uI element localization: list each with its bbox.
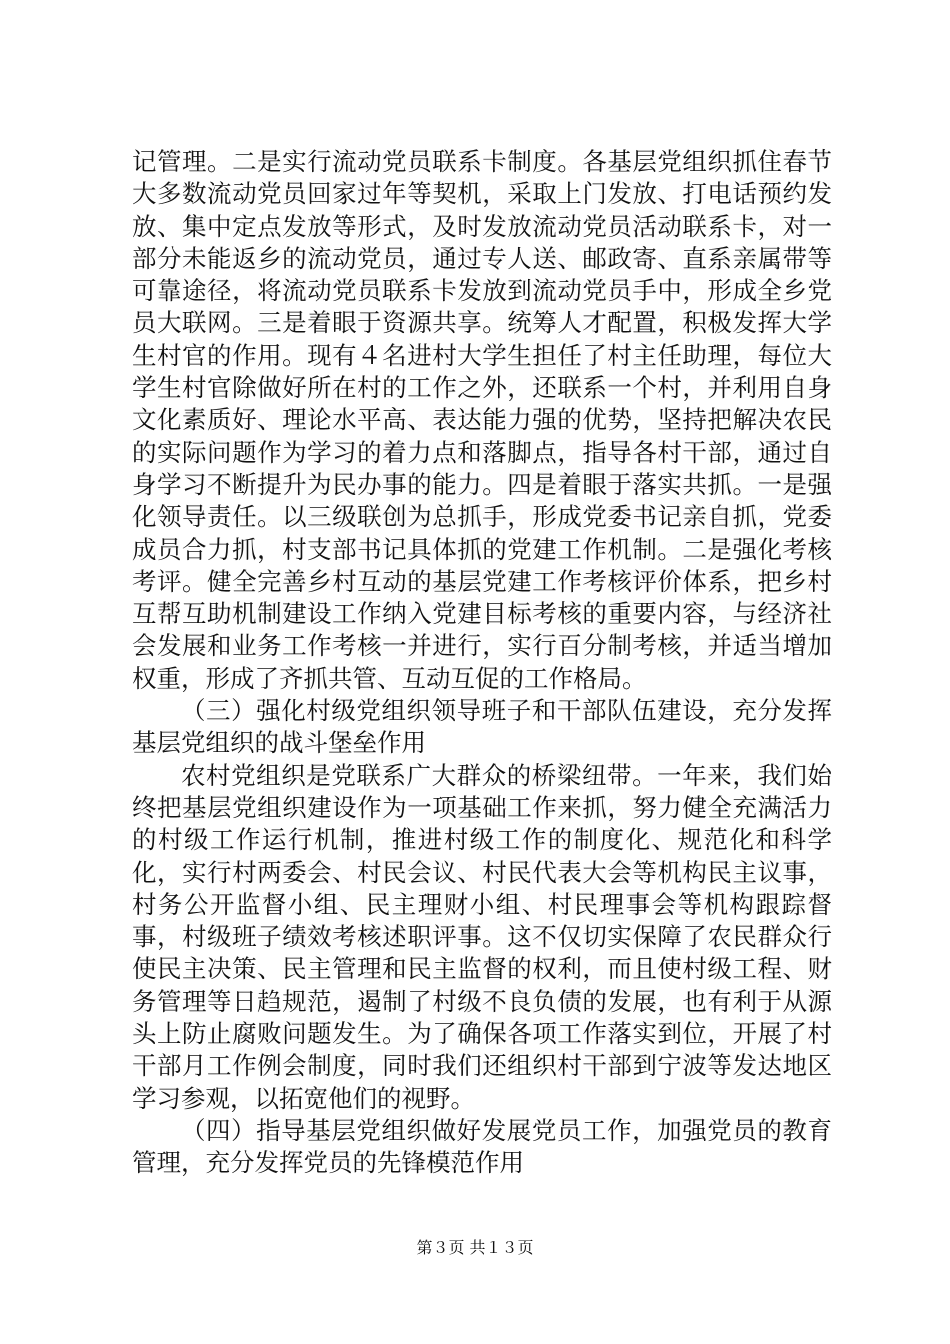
paragraph-continued: 记管理。二是实行流动党员联系卡制度。各基层党组织抓住春节大多数流动党员回家过年等契机，采取上门发放、打电话预约发放、集中定点发放等形式，及时发放流动党员活动联系卡，对一部分未能返乡的流动党员，通过专人送、邮政寄、直系亲属带等可靠途径，将流动党员联系卡发放到流动党员手中，形成全乡党员大联网。三是着眼于资源共享。统筹人才配置，积极发挥大学生村官的作用。现有４名进村大学生担任了村主任助理，每位大学生村官除做好所在村的工作之外，还联系一个村，并利用自身文化素质好、理论水平高、表达能力强的优势，坚持把解决农民的实际问题作为学习的着力点和落脚点，指导各村干部，通过自身学习不断提升为民办事的能力。四是着眼于落实共抓。一是强化领导责任。以三级联创为总抓手，形成党委书记亲自抓，党委成员合力抓，村支部书记具体抓的党建工作机制。二是强化考核考评。健全完善乡村互动的基层党建工作考核评价体系，把乡村互帮互助机制建设工作纳入党建目标考核的重要内容，与经济社会发展和业务工作考核一并进行，实行百分制考核，并适当增加权重，形成了齐抓共管、互动互促的工作格局。 (132, 147, 832, 693)
document-body (132, 146, 832, 1180)
page-footer: 第３页 共１３页 (416, 1238, 534, 1257)
section-heading-three: （三）强化村级党组织领导班子和干部队伍建设，充分发挥基层党组织的战斗堡垒作用 (132, 696, 832, 758)
section-heading-four: （四）指导基层党组织做好发展党员工作，加强党员的教育管理，充分发挥党员的先锋模范作用 (132, 1115, 832, 1178)
paragraph-rural-party-organization: 农村党组织是党联系广大群众的桥梁纽带。一年来，我们始终把基层党组织建设作为一项基础工作来抓，努力健全充满活力的村级工作运行机制，推进村级工作的制度化、规范化和科学化，实行村两委会、村民会议、村民代表大会等机构民主议事，村务公开监督小组、民主理财小组、村民理事会等机构跟踪督事，村级班子绩效考核述职评事。这不仅切实保障了农民群众行使民主决策、民主管理和民主监督的权利，而且使村级工程、财务管理等日趋规范，遏制了村级不良负债的发展，也有利于从源头上防止腐败问题发生。为了确保各项工作落实到位，开展了村干部月工作例会制度，同时我们还组织村干部到宁波等发达地区学习参观，以拓宽他们的视野。 (132, 760, 832, 1113)
